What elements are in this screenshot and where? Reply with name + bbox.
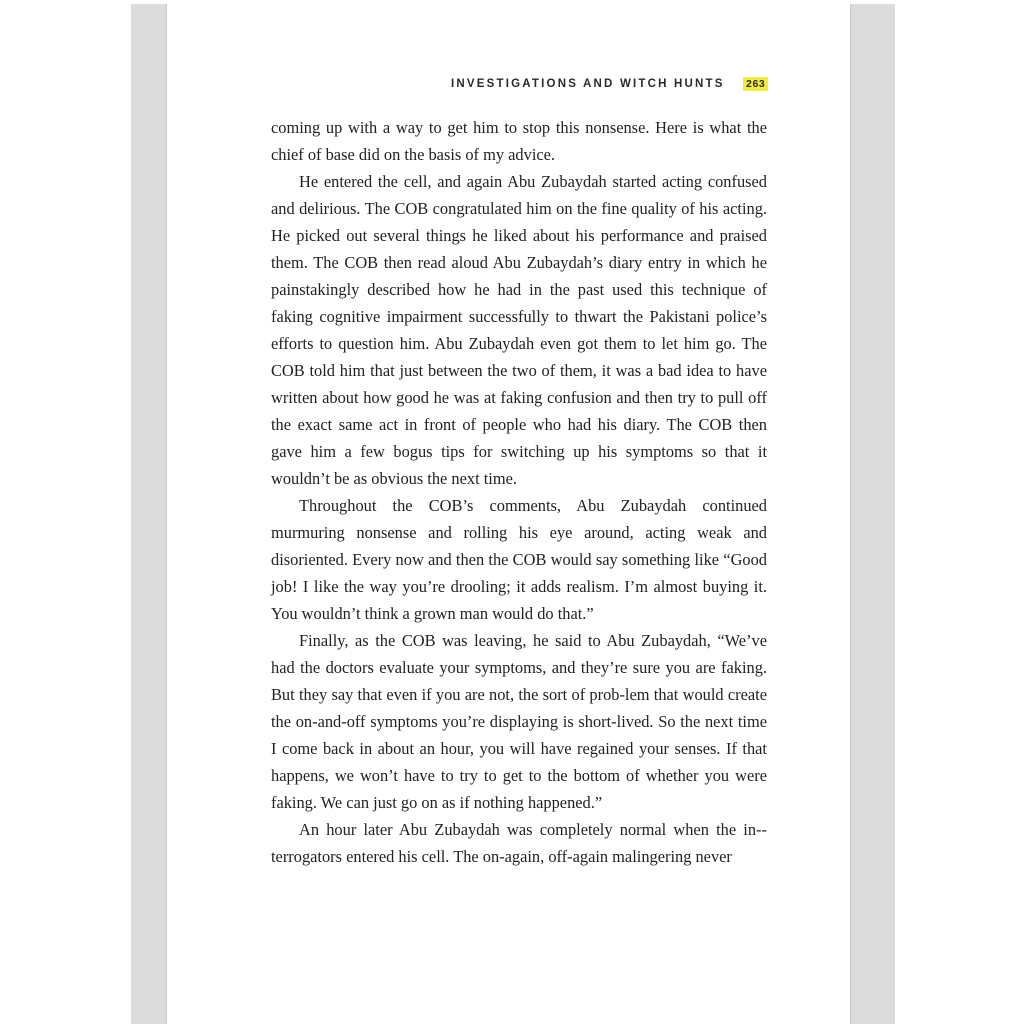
running-title: INVESTIGATIONS AND WITCH HUNTS: [451, 78, 725, 90]
page-number: 263: [743, 77, 768, 91]
paragraph-4: Finally, as the COB was leaving, he said to Abu Zubaydah, “We’ve had the doctors evaluate your symptoms, and they’re sure you are faking. But they say that even if you are not, the sort of prob-lem that would create the on-and-off symptoms you’re displaying is short-lived. So the next time I come back in about an hour, you will have regained your senses. If that happens, we won’t have to try to get to the bottom of whether you were faking. We can just go on as if nothing happened.”: [271, 631, 767, 812]
body-text: [271, 114, 767, 870]
running-head: [271, 76, 767, 96]
paragraph-1: coming up with a way to get him to stop this nonsense. Here is what the chief of base did on the basis of my advice.: [271, 118, 767, 164]
paragraph-5: An hour later Abu Zubaydah was completely normal when the in-terrogators entered his cell. The on-again, off-again malingering never: [271, 820, 767, 866]
book-page: [166, 4, 851, 1024]
paragraph-3: Throughout the COB’s comments, Abu Zubaydah continued murmuring nonsense and rolling his eye around, acting weak and disoriented. Every now and then the COB would say something like “Good job! I like the way you’re drooling; it adds realism. I’m almost buying it. You wouldn’t think a grown man would do that.”: [271, 496, 767, 623]
paragraph-2: He entered the cell, and again Abu Zubaydah started acting confused and delirious. The COB congratulated him on the fine quality of his acting. He picked out several things he liked about his performance and praised them. The COB then read aloud Abu Zubaydah’s diary entry in which he painstakingly described how he had in the past used this technique of faking cognitive impairment successfully to thwart the Pakistani police’s efforts to question him. Abu Zubaydah even got them to let him go. The COB told him that just between the two of them, it was a bad idea to have written about how good he was at faking confusion and then try to pull off the exact same act in front of people who had his diary. The COB then gave him a few bogus tips for switching up his symptoms so that it wouldn’t be as obvious the next time.: [271, 172, 767, 488]
